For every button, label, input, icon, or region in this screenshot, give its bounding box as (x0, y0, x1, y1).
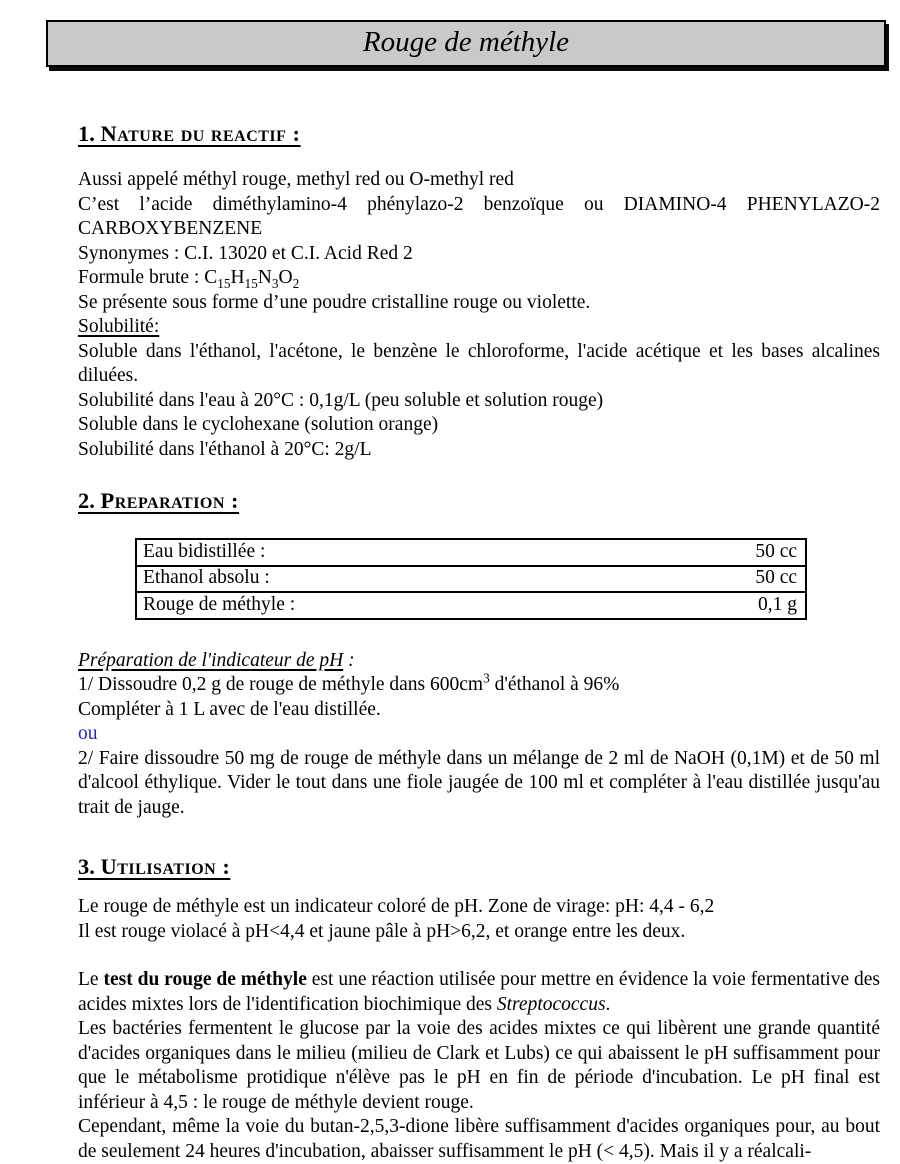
table-cell-value: 0,1 g (758, 593, 797, 615)
page-title: Rouge de méthyle (362, 26, 570, 58)
table-cell-label: Ethanol absolu : (143, 567, 270, 588)
table-cell-label: Rouge de méthyle : (143, 593, 296, 615)
table-row (137, 540, 805, 567)
paragraph-step-1b: Compléter à 1 L avec de l'eau distillée. (78, 698, 381, 720)
paragraph-synonyms: Synonymes : C.I. 13020 et C.I. Acid Red 2 (78, 242, 413, 264)
section-1-title: Nature du reactif : (100, 121, 301, 146)
solubility-label: Solubilité: (78, 316, 160, 337)
table-row (137, 567, 805, 594)
ou-connector: ou (78, 723, 98, 744)
section-3-number: 3. (78, 854, 101, 879)
paragraph-indicateur: Le rouge de méthyle est un indicateur coloré de pH. Zone de virage: pH: 4,4 - 6,2 (78, 896, 715, 917)
paragraph-test: Le test du rouge de méthyle est une réaction utilisée pour mettre en évidence la voie fermentative des acides mixtes lors de l'identification biochimique des Streptococcus. (78, 969, 880, 1015)
section-3-heading (78, 854, 880, 879)
table-cell-value: 50 cc (755, 567, 797, 588)
paragraph-acid-name: C’est l’acide diméthylamino-4 phénylazo-2 benzoïque ou DIAMINO-4 PHENYLAZO-2 CARBOXYBENZENE (78, 193, 880, 239)
table-row (137, 593, 805, 618)
paragraph-aka: Aussi appelé méthyl rouge, methyl red ou O-methyl red (78, 169, 514, 190)
paragraph-bacteries: Les bactéries fermentent le glucose par la voie des acides mixtes ce qui libèrent une grande quantité d'acides organiques dans le milieu (milieu de Clark et Lubs) ce qui abaissent le pH suffisamment pour que le métabolisme protidique n'élève pas le pH en fin de période d'incubation. Le pH final est inférieur à 4,5 : le rouge de méthyle devient rouge. (78, 1018, 880, 1113)
paragraph-solubility-2: Solubilité dans l'eau à 20°C : 0,1g/L (peu soluble et solution rouge) (78, 389, 604, 411)
paragraph-couleurs: Il est rouge violacé à pH<4,4 et jaune pâle à pH>6,2, et orange entre les deux. (78, 920, 686, 942)
section-1-heading (78, 121, 880, 146)
section-1-number: 1. (78, 121, 101, 146)
preparation-table (135, 538, 807, 620)
paragraph-solubility-4: Solubilité dans l'éthanol à 20°C: 2g/L (78, 438, 372, 460)
table-cell-value: 50 cc (755, 540, 797, 562)
paragraph-forme: Se présente sous forme d’une poudre cristalline rouge ou violette. (78, 291, 591, 313)
paragraph-step-2: 2/ Faire dissoudre 50 mg de rouge de méthyle dans un mélange de 2 ml de NaOH (0,1M) et de 50 ml d'alcool éthylique. Vider le tout dans une fiole jaugée de 100 ml et compléter à l'eau distillée jusqu'au trait de jauge. (78, 747, 880, 818)
section-2-heading (78, 488, 880, 513)
table-cell-label: Eau bidistillée : (143, 540, 266, 562)
paragraph-formula: Formule brute : $C_{15}H_{15}N_3O_2$ (78, 267, 300, 291)
section-2-title: Preparation : (100, 488, 240, 513)
paragraph-solubility-1: Soluble dans l'éthanol, l'acétone, le benzène le chloroforme, l'acide acétique et les bases alcalines diluées. (78, 340, 880, 386)
paragraph-step-1: 1/ Dissoudre 0,2 g de rouge de méthyle dans $600cm^3$ d'éthanol à 96% (78, 670, 620, 695)
paragraph-cependant: Cependant, même la voie du butan-2,5,3-dione libère suffisamment d'acides organiques pour, au bout de seulement 24 heures d'incubation, abaisser suffisamment le pH (< 4,5). Mais il y a réalcali- (78, 1116, 880, 1162)
section-3-title: Utilisation : (100, 854, 231, 879)
document-body (78, 121, 880, 1164)
section-2-number: 2. (78, 488, 101, 513)
paragraph-solubility-3: Soluble dans le cyclohexane (solution orange) (78, 414, 439, 435)
title-box (46, 20, 886, 67)
indicator-subheading: Préparation de l'indicateur de pH : (78, 649, 355, 671)
